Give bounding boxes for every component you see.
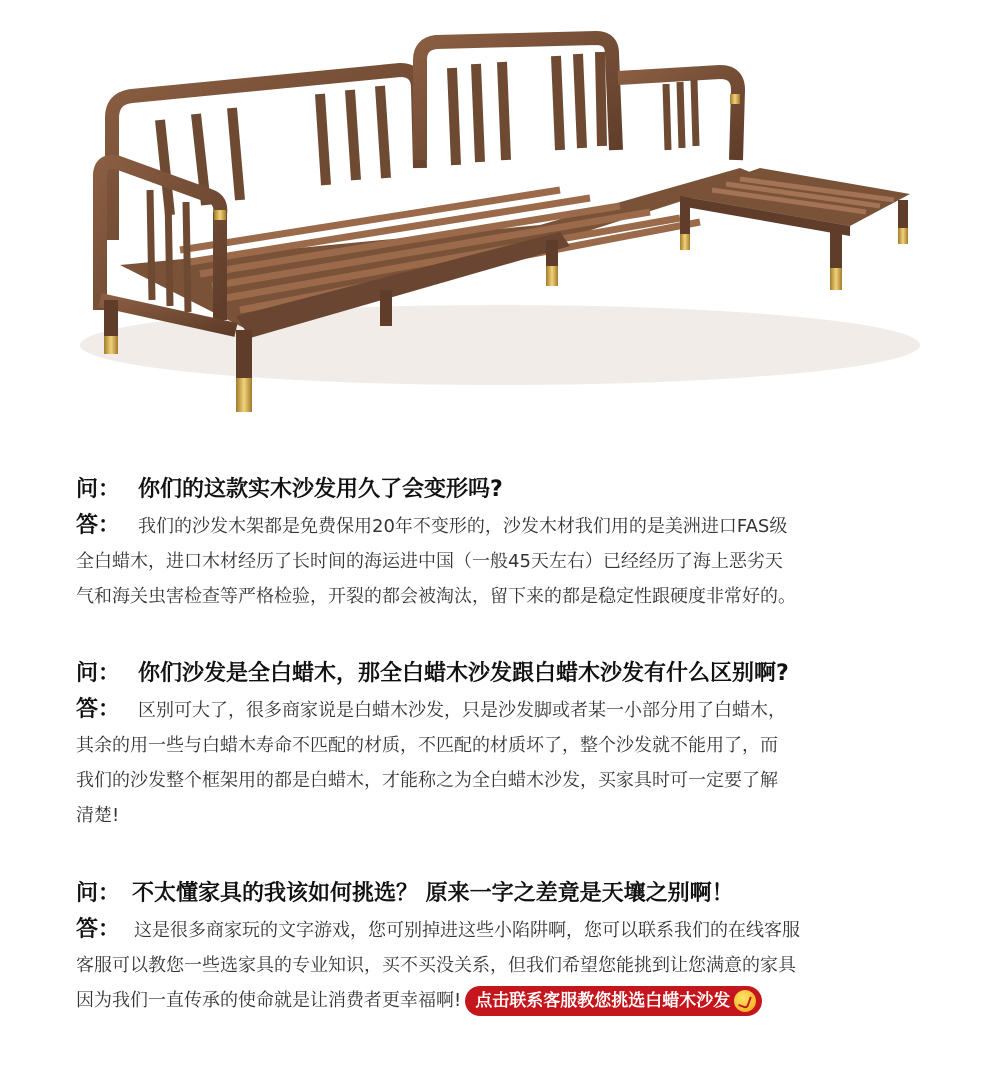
- product-image: [0, 0, 990, 440]
- faq-answer: [76, 692, 946, 833]
- pointer-hand-icon: [734, 990, 756, 1012]
- faq-item: [76, 878, 946, 1018]
- answer-line: 我们的沙发木架都是免费保用20年不变形的，沙发木材我们用的是美洲进口FAS级: [138, 516, 788, 537]
- answer-line: 这是很多商家玩的文字游戏，您可别掉进这些小陷阱啊，您可以联系我们的在线客服: [134, 920, 800, 941]
- answer-line: 其余的用一些与白蜡木寿命不匹配的材质，不匹配的材质坏了，整个沙发就不能用了，而: [76, 735, 778, 756]
- question-label: 问：: [76, 661, 121, 686]
- answer-label: 答：: [76, 917, 121, 942]
- question-label: 问：: [76, 477, 121, 502]
- faq-item: [76, 474, 946, 614]
- question-text: 你们沙发是全白蜡木，那全白蜡木沙发跟白蜡木沙发有什么区别啊?: [138, 661, 789, 686]
- faq-answer: [76, 912, 946, 1018]
- question-text: 你们的这款实木沙发用久了会变形吗?: [138, 477, 503, 502]
- answer-line: 客服可以教您一些选家具的专业知识，买不买没关系，但我们希望您能挑到让您满意的家具: [76, 955, 796, 976]
- faq-question: [76, 878, 946, 910]
- faq-answer: [76, 508, 946, 614]
- faq-item: [76, 658, 946, 833]
- answer-line: 区别可大了，很多商家说是白蜡木沙发，只是沙发脚或者某一小部分用了白蜡木，: [138, 700, 786, 721]
- answer-line-with-cta: [76, 983, 946, 1018]
- answer-line: 我们的沙发整个框架用的都是白蜡木，才能称之为全白蜡木沙发，买家具时可一定要了解: [76, 770, 778, 791]
- faq-question: [76, 658, 946, 690]
- answer-line: 气和海关虫害检查等严格检验，开裂的都会被淘汰，留下来的都是稳定性跟硬度非常好的。: [76, 586, 796, 607]
- answer-line: 因为我们一直传承的使命就是让消费者更幸福啊!: [76, 990, 462, 1011]
- answer-label: 答：: [76, 697, 121, 722]
- cta-label: 点击联系客服教您挑选白蜡木沙发: [475, 991, 731, 1011]
- answer-line: 全白蜡木，进口木材经历了长时间的海运进中国（一般45天左右）已经经历了海上恶劣天: [76, 551, 783, 572]
- answer-label: 答：: [76, 513, 121, 538]
- question-label: 问：: [76, 881, 121, 906]
- sofa-illustration: [0, 0, 990, 440]
- contact-service-button[interactable]: [465, 986, 762, 1016]
- faq-question: [76, 474, 946, 506]
- answer-line: 清楚!: [76, 805, 120, 826]
- question-text: 不太懂家具的我该如何挑选？ 原来一字之差竟是天壤之别啊！: [132, 881, 734, 906]
